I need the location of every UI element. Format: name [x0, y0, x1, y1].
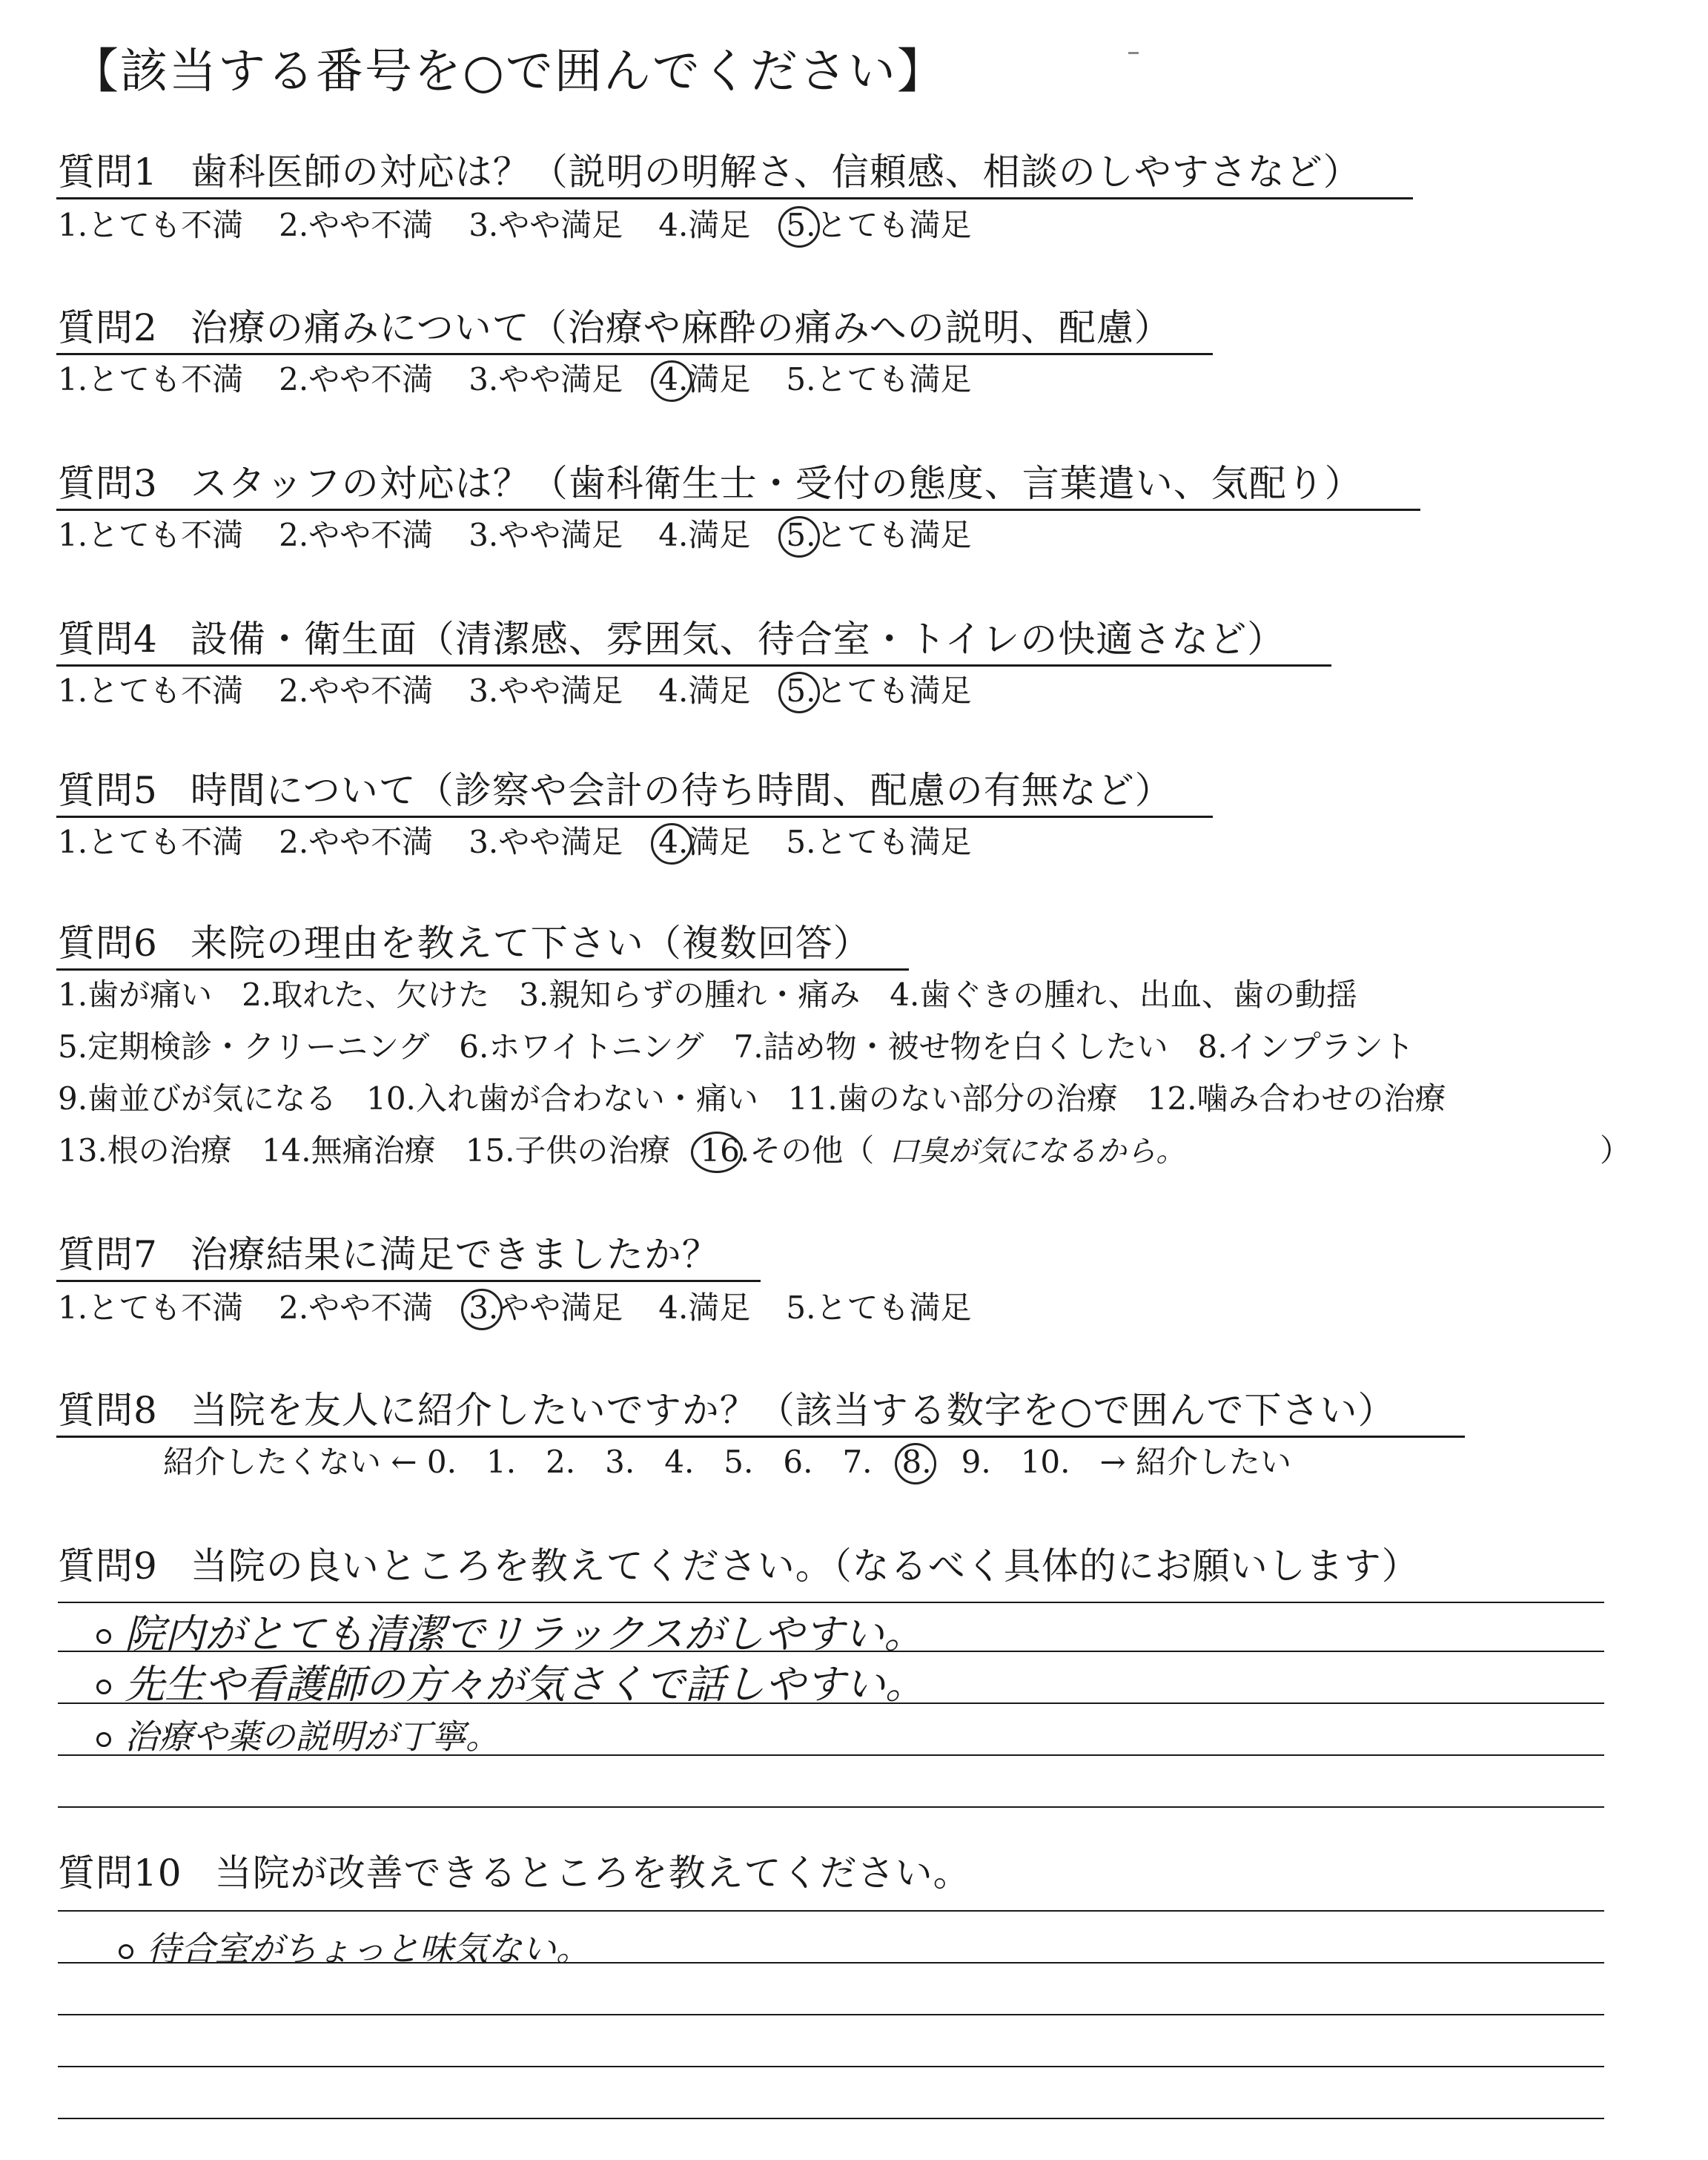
option-number: 16. — [700, 1130, 749, 1172]
q4-option-2[interactable] — [279, 670, 433, 712]
option-number: 4. — [664, 1444, 695, 1480]
q4-title — [58, 615, 1285, 663]
q6-option-5[interactable] — [58, 1026, 429, 1068]
option-number: 3. — [519, 977, 549, 1013]
option-number: 2. — [279, 673, 309, 709]
survey-header: 【該当する番号を○で囲んでください】 — [71, 44, 946, 99]
option-label: 取れた、欠けた — [271, 977, 490, 1013]
q8-option-0[interactable] — [427, 1441, 457, 1483]
q5-underline — [56, 816, 1213, 818]
q6-title — [58, 919, 871, 967]
q10-answer-line-3[interactable] — [58, 2014, 1604, 2015]
option-label: 子供の治療 — [514, 1132, 671, 1169]
option-label: やや満足 — [498, 673, 623, 709]
option-label: やや不満 — [308, 673, 434, 709]
q8-option-7[interactable] — [842, 1441, 872, 1483]
bullet-icon — [96, 1629, 111, 1644]
option-number: 1. — [58, 824, 88, 860]
q8-option-9[interactable] — [961, 1441, 991, 1483]
option-number: 7. — [733, 1028, 764, 1065]
option-number: 10. — [366, 1080, 416, 1117]
option-number: 3. — [469, 824, 499, 860]
option-number: 9. — [58, 1080, 88, 1117]
q8-right-label: → 紹介したい — [1099, 1444, 1292, 1480]
option-label: 定期検診・クリーニング — [87, 1028, 430, 1065]
q1-option-3[interactable] — [469, 205, 623, 246]
q3-options — [58, 515, 1007, 556]
option-number: 2. — [279, 361, 309, 397]
q6-option-16[interactable] — [700, 1130, 874, 1172]
option-label: とても満足 — [815, 517, 972, 553]
option-number: 2. — [546, 1444, 576, 1480]
q8-number: 質問8 — [58, 1389, 158, 1432]
option-label: やや不満 — [308, 824, 434, 860]
q2-option-5[interactable] — [786, 359, 971, 400]
option-number: 11. — [787, 1080, 838, 1117]
option-label: 歯のない部分の治療 — [837, 1080, 1118, 1117]
option-number: 8. — [1197, 1028, 1228, 1065]
option-number: 4. — [658, 1289, 689, 1326]
option-number: 2. — [279, 207, 309, 243]
q2-option-4[interactable] — [658, 359, 750, 400]
q6-option-9[interactable] — [58, 1078, 337, 1120]
q1-number: 質問1 — [58, 151, 158, 194]
q7-option-5[interactable] — [786, 1287, 971, 1329]
q10-answer-1 — [119, 1925, 590, 1972]
q7-option-4[interactable] — [658, 1287, 750, 1329]
option-number: 6. — [783, 1444, 813, 1480]
option-label: やや満足 — [498, 207, 623, 243]
option-label: 親知らずの腫れ・痛み — [549, 977, 861, 1013]
option-label: 満足 — [688, 1289, 751, 1326]
q6-option-7[interactable] — [734, 1026, 1168, 1068]
q6-option-3[interactable] — [519, 974, 860, 1016]
option-label: とても満足 — [815, 361, 972, 397]
q7-title — [58, 1231, 720, 1278]
option-number: 3. — [469, 361, 499, 397]
q3-number: 質問3 — [58, 462, 158, 505]
scan-smudge — [1128, 52, 1139, 54]
q9-answer-3 — [96, 1713, 500, 1760]
q9-text: 当院の良いところを教えてください。（なるべく具体的にお願いします） — [190, 1545, 1420, 1588]
q8-underline — [56, 1436, 1465, 1438]
option-number: 2. — [242, 977, 272, 1013]
option-label: やや不満 — [308, 361, 434, 397]
option-number: 1. — [58, 517, 88, 553]
q10-answer-line-4[interactable] — [58, 2066, 1604, 2067]
option-number: 5. — [786, 205, 815, 246]
option-label: やや満足 — [498, 361, 623, 397]
option-number: 9. — [961, 1444, 991, 1480]
q2-option-3[interactable] — [469, 359, 623, 400]
q3-option-1[interactable] — [58, 515, 243, 556]
option-label: 満足 — [688, 361, 751, 397]
q7-underline — [56, 1280, 761, 1282]
option-label: とても不満 — [87, 824, 244, 860]
q2-title — [58, 304, 1172, 351]
q6-underline — [56, 968, 909, 971]
option-label: とても満足 — [815, 207, 972, 243]
q7-option-3[interactable] — [469, 1287, 623, 1329]
q6-option-12[interactable] — [1148, 1078, 1446, 1120]
q8-option-2[interactable] — [546, 1441, 575, 1483]
option-number: 5. — [786, 670, 815, 712]
option-label: ホワイトニング — [489, 1028, 704, 1065]
q8-left-label: 紹介したくない ← — [163, 1444, 427, 1480]
option-number: 7. — [842, 1444, 873, 1480]
option-number: 5. — [786, 361, 816, 397]
q4-text: 設備・衛生面（清潔感、雰囲気、待合室・トイレの快適さなど） — [190, 618, 1285, 661]
option-label: 根の治療 — [107, 1132, 232, 1169]
option-number: 2. — [279, 824, 309, 860]
q10-answer-line-1[interactable] — [58, 1910, 1604, 1912]
q7-number: 質問7 — [58, 1233, 158, 1276]
option-number: 2. — [279, 517, 309, 553]
q3-option-3[interactable] — [469, 515, 623, 556]
option-number: 14. — [261, 1132, 311, 1169]
option-number: 13. — [58, 1132, 107, 1169]
option-number: 1. — [58, 361, 88, 397]
option-label: 無痛治療 — [311, 1132, 436, 1169]
option-label: その他（ — [749, 1132, 875, 1169]
option-number: 8. — [902, 1441, 932, 1483]
q3-underline — [56, 509, 1420, 511]
q6-row-4 — [58, 1130, 1632, 1172]
option-number: 5. — [786, 515, 815, 556]
q2-option-1[interactable] — [58, 359, 243, 400]
option-label: やや満足 — [498, 1289, 623, 1326]
option-number: 3. — [469, 207, 499, 243]
q6-option-8[interactable] — [1198, 1026, 1414, 1068]
q1-option-1[interactable] — [58, 205, 243, 246]
q1-title — [58, 148, 1361, 196]
q10-title — [58, 1849, 971, 1897]
q9-answer-2 — [96, 1661, 925, 1708]
option-label: 噛み合わせの治療 — [1196, 1080, 1446, 1117]
q4-option-5[interactable] — [786, 670, 971, 712]
q5-number: 質問5 — [58, 769, 158, 812]
option-number: 4. — [658, 359, 688, 400]
q8-scale — [163, 1441, 1291, 1483]
option-label: 歯が痛い — [87, 977, 213, 1013]
q6-option-6[interactable] — [459, 1026, 704, 1068]
q5-option-3[interactable] — [469, 822, 623, 863]
option-number: 4. — [658, 207, 689, 243]
option-number: 4. — [890, 977, 920, 1013]
option-number: 1. — [58, 207, 88, 243]
q8-title — [58, 1387, 1395, 1434]
q6-row-3 — [58, 1078, 1476, 1120]
option-label: とても不満 — [87, 673, 244, 709]
option-label: 歯並びが気になる — [87, 1080, 337, 1117]
q2-options — [58, 359, 1007, 400]
option-label: 満足 — [688, 517, 751, 553]
option-label: 詰め物・被せ物を白くしたい — [763, 1028, 1168, 1065]
q9-answer-line-1[interactable] — [58, 1602, 1604, 1603]
q5-option-4[interactable] — [658, 822, 750, 863]
q6-text: 来院の理由を教えて下さい（複数回答） — [190, 922, 871, 965]
q5-options — [58, 822, 1007, 863]
option-number: 12. — [1147, 1080, 1197, 1117]
option-label: やや満足 — [498, 824, 623, 860]
option-label: やや満足 — [498, 517, 623, 553]
answer-text: 先生や看護師の方々が気さくで話しやすい。 — [125, 1661, 925, 1708]
q8-option-10[interactable] — [1021, 1441, 1070, 1483]
q7-option-1[interactable] — [58, 1287, 243, 1329]
q6-option-1[interactable] — [58, 974, 212, 1016]
answer-text: 治療や薬の説明が丁寧。 — [125, 1717, 500, 1757]
bullet-icon — [119, 1944, 133, 1959]
bullet-icon — [96, 1732, 111, 1747]
q3-option-5[interactable] — [786, 515, 971, 556]
q6-option-11[interactable] — [788, 1078, 1118, 1120]
q8-text: 当院を友人に紹介したいですか？（該当する数字を○で囲んで下さい） — [190, 1389, 1396, 1432]
option-number: 3. — [469, 1287, 498, 1329]
option-number: 3. — [469, 517, 499, 553]
q4-option-3[interactable] — [469, 670, 623, 712]
q8-option-8[interactable] — [902, 1441, 932, 1483]
q7-text: 治療結果に満足できましたか？ — [190, 1233, 720, 1276]
q10-number: 質問10 — [58, 1852, 182, 1895]
q7-options — [58, 1287, 1007, 1329]
option-label: 満足 — [688, 207, 751, 243]
q3-text: スタッフの対応は？（歯科衛生士・受付の態度、言葉遣い、気配り） — [190, 462, 1363, 505]
q8-option-4[interactable] — [664, 1441, 694, 1483]
option-number: 6. — [459, 1028, 489, 1065]
q5-option-1[interactable] — [58, 822, 243, 863]
option-label: 満足 — [688, 673, 751, 709]
q1-option-5[interactable] — [786, 205, 971, 246]
q2-underline — [56, 353, 1213, 355]
option-number: 1. — [58, 673, 88, 709]
q4-option-4[interactable] — [658, 670, 750, 712]
q4-options — [58, 670, 1007, 712]
q6-option-2[interactable] — [242, 974, 489, 1016]
q6-row-2 — [58, 1026, 1444, 1068]
q9-answer-line-5[interactable] — [58, 1806, 1604, 1808]
q8-option-3[interactable] — [605, 1441, 635, 1483]
q1-underline — [56, 197, 1413, 199]
option-label: 入れ歯が合わない・痛い — [415, 1080, 758, 1117]
option-number: 5. — [786, 1289, 816, 1326]
q10-text: 当院が改善できるところを教えてください。 — [214, 1852, 971, 1895]
option-number: 4. — [658, 673, 689, 709]
option-number: 3. — [469, 673, 499, 709]
q1-options — [58, 205, 1007, 246]
q8-option-6[interactable] — [783, 1441, 812, 1483]
q5-option-2[interactable] — [279, 822, 433, 863]
option-label: とても不満 — [87, 1289, 244, 1326]
q4-underline — [56, 664, 1331, 667]
q6-option-15[interactable] — [466, 1130, 671, 1172]
option-number: 5. — [724, 1444, 754, 1480]
option-number: 15. — [465, 1132, 515, 1169]
q1-option-2[interactable] — [279, 205, 433, 246]
q7-option-2[interactable] — [279, 1287, 433, 1329]
option-number: 1. — [486, 1444, 517, 1480]
q8-option-5[interactable] — [724, 1441, 753, 1483]
option-label: やや不満 — [308, 1289, 434, 1326]
option-label: とても不満 — [87, 361, 244, 397]
option-label: とても満足 — [815, 1289, 972, 1326]
option-number: 5. — [58, 1028, 88, 1065]
q1-text: 歯科医師の対応は？（説明の明解さ、信頼感、相談のしやすさなど） — [190, 151, 1361, 194]
option-label: 歯ぐきの腫れ、出血、歯の動揺 — [919, 977, 1357, 1013]
bullet-icon — [96, 1680, 111, 1694]
q10-answer-line-5[interactable] — [58, 2118, 1604, 2119]
q3-option-4[interactable] — [658, 515, 750, 556]
option-label: とても不満 — [87, 207, 244, 243]
option-number: 1. — [58, 1289, 88, 1326]
q9-title — [58, 1542, 1420, 1590]
option-number: 0. — [426, 1444, 457, 1480]
option-number: 3. — [605, 1444, 635, 1480]
q5-text: 時間について（診察や会計の待ち時間、配慮の有無など） — [190, 769, 1173, 812]
q2-option-2[interactable] — [279, 359, 433, 400]
answer-text: 待合室がちょっと味気ない。 — [147, 1929, 590, 1969]
q6-option-10[interactable] — [366, 1078, 758, 1120]
option-label: とても不満 — [87, 517, 244, 553]
q5-option-5[interactable] — [786, 822, 971, 863]
q6-option-13[interactable] — [58, 1130, 232, 1172]
q6-option-14[interactable] — [262, 1130, 436, 1172]
option-number: 4. — [658, 822, 688, 863]
q9-answer-1 — [96, 1611, 924, 1658]
option-label: とても満足 — [815, 824, 972, 860]
q9-number: 質問9 — [58, 1545, 158, 1588]
q3-title — [58, 460, 1363, 507]
option-number: 4. — [658, 517, 689, 553]
option-label: やや不満 — [308, 207, 434, 243]
option-label: インプラント — [1227, 1028, 1414, 1065]
q6-number: 質問6 — [58, 922, 158, 965]
q1-option-4[interactable] — [658, 205, 750, 246]
option-label: やや不満 — [308, 517, 434, 553]
q6-row-1 — [58, 974, 1387, 1016]
answer-text: 院内がとても清潔でリラックスがしやすい。 — [125, 1611, 924, 1657]
q8-option-1[interactable] — [486, 1441, 516, 1483]
q2-number: 質問2 — [58, 306, 158, 349]
q6-other-answer: 口臭が気になるから。 — [889, 1135, 1186, 1169]
option-number: 1. — [58, 977, 88, 1013]
option-number: 10. — [1020, 1444, 1070, 1480]
q4-number: 質問4 — [58, 618, 158, 661]
option-label: とても満足 — [815, 673, 972, 709]
q6-option-4[interactable] — [890, 974, 1357, 1016]
option-number: 5. — [786, 824, 816, 860]
q2-text: 治療の痛みについて（治療や麻酔の痛みへの説明、配慮） — [190, 306, 1172, 349]
q6-close-paren: ） — [1600, 1132, 1632, 1169]
q5-title — [58, 767, 1173, 814]
option-label: 満足 — [688, 824, 751, 860]
q3-option-2[interactable] — [279, 515, 433, 556]
option-number: 2. — [279, 1289, 309, 1326]
q4-option-1[interactable] — [58, 670, 243, 712]
